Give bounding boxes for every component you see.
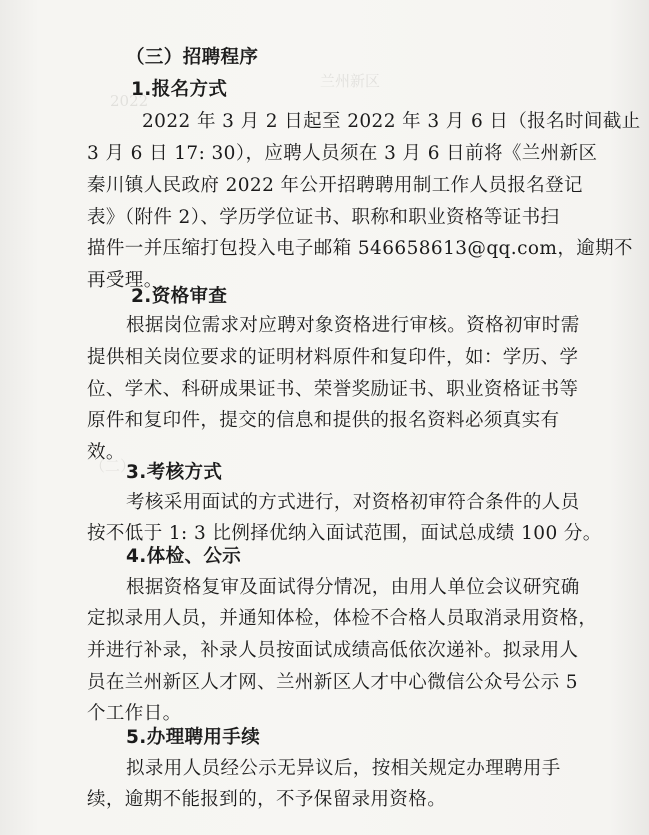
item-heading-2: 2.资格审查	[131, 286, 228, 307]
item-1-line: 秦川镇人民政府 2022 年公开招聘聘用制工作人员报名登记	[87, 175, 583, 196]
item-1-line: 再受理。	[87, 270, 163, 291]
item-1-line: 3 月 6 日 17: 30），应聘人员须在 3 月 6 日前将《兰州新区	[87, 143, 598, 164]
item-4-line: 个工作日。	[87, 703, 182, 724]
item-2-line: 提供相关岗位要求的证明材料原件和复印件，如：学历、学	[87, 347, 579, 368]
item-1-line: 2022 年 3 月 2 日起至 2022 年 3 月 6 日（报名时间截止	[142, 111, 641, 132]
item-5-line: 续，逾期不能报到的，不予保留录用资格。	[87, 789, 447, 810]
item-2-line: 原件和复印件，提交的信息和提供的报名资料必须真实有	[87, 410, 560, 431]
item-3-line: 考核采用面试的方式进行，对资格初审符合条件的人员	[126, 492, 580, 513]
bleed-through-mark: 2022	[110, 92, 149, 110]
item-2-line: 效。	[87, 442, 125, 463]
item-heading-1: 1.报名方式	[131, 79, 228, 100]
item-4-line: 定拟录用人员，并通知体检，体检不合格人员取消录用资格，	[87, 608, 598, 629]
item-heading-5: 5.办理聘用手续	[126, 727, 261, 748]
item-3-line: 按不低于 1: 3 比例择优纳入面试范围，面试总成绩 100 分。	[87, 523, 602, 544]
item-4-line: 员在兰州新区人才网、兰州新区人才中心微信公众号公示 5	[87, 672, 578, 693]
item-4-line: 根据资格复审及面试得分情况，由用人单位会议研究确	[126, 577, 580, 598]
section-title: （三）招聘程序	[126, 47, 259, 68]
item-2-line: 根据岗位需求对应聘对象资格进行审核。资格初审时需	[126, 315, 580, 336]
item-heading-4: 4.体检、公示	[126, 546, 242, 567]
item-5-line: 拟录用人员经公示无异议后，按相关规定办理聘用手	[126, 758, 561, 779]
item-heading-3: 3.考核方式	[126, 462, 223, 483]
item-4-line: 并进行补录，补录人员按面试成绩高低依次递补。拟录用人	[87, 640, 579, 661]
bleed-through-mark: 兰州新区	[320, 72, 381, 90]
item-1-line: 描件一并压缩打包投入电子邮箱 546658613@qq.com，逾期不	[87, 238, 633, 259]
item-2-line: 位、学术、科研成果证书、荣誉奖励证书、职业资格证书等	[87, 379, 579, 400]
item-1-line: 表》（附件 2）、学历学位证书、职称和职业资格等证书扫	[87, 207, 560, 228]
bleed-through-mark: （二）	[90, 457, 136, 475]
